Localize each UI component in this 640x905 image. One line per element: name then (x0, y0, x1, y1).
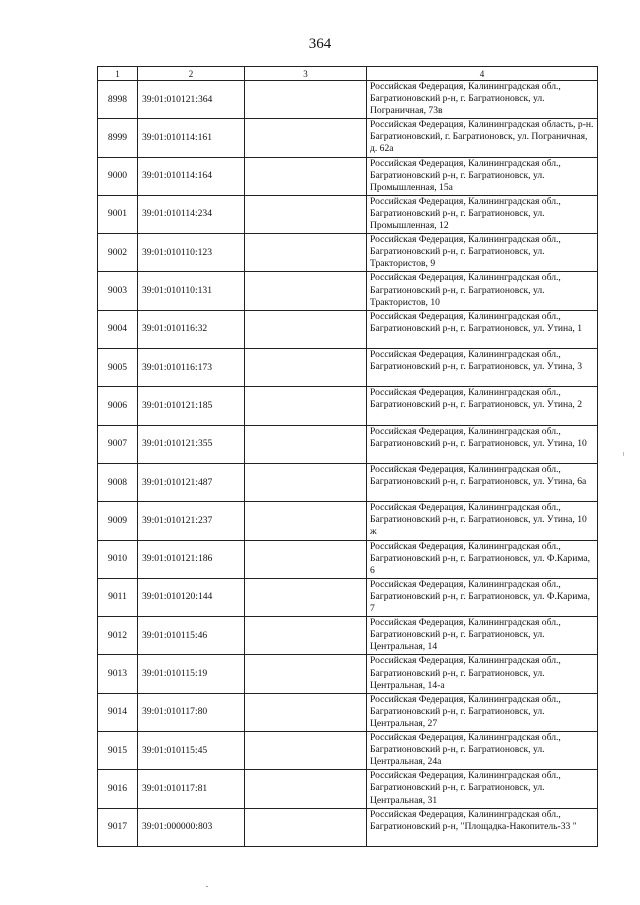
registry-table (97, 66, 598, 847)
column-3-cell (245, 119, 367, 157)
address-cell: Российская Федерация, Калининградская обл., Багратионовский р-н, г. Багратионовск, ул. Пограничная, 73в (367, 81, 598, 119)
row-number-cell: 8998 (98, 81, 138, 119)
cadastral-number-cell: 39:01:010121:237 (138, 502, 245, 540)
address-cell: Российская Федерация, Калининградская обл., Багратионовский р-н, "Площадка-Накопитель-33 " (367, 808, 598, 846)
cadastral-number-cell: 39:01:010120:144 (138, 578, 245, 616)
header-cell-3: 3 (245, 67, 367, 81)
row-number-cell: 9013 (98, 655, 138, 693)
cadastral-number-cell: 39:01:010114:164 (138, 157, 245, 195)
table-row (98, 234, 598, 272)
scan-speck (623, 452, 624, 456)
column-3-cell (245, 195, 367, 233)
row-number-cell: 9017 (98, 808, 138, 846)
table-row (98, 540, 598, 578)
table-row (98, 425, 598, 463)
column-3-cell (245, 463, 367, 501)
row-number-cell: 9012 (98, 617, 138, 655)
address-cell: Российская Федерация, Калининградская область, р-н. Багратионовский, г. Багратионовск, ул. Пограничная, д. 62а (367, 119, 598, 157)
row-number-cell: 9010 (98, 540, 138, 578)
row-number-cell: 9002 (98, 234, 138, 272)
cadastral-number-cell: 39:01:010117:81 (138, 770, 245, 808)
header-cell-4: 4 (367, 67, 598, 81)
column-3-cell (245, 387, 367, 425)
cadastral-number-cell: 39:01:010121:185 (138, 387, 245, 425)
row-number-cell: 9003 (98, 272, 138, 310)
address-cell: Российская Федерация, Калининградская обл., Багратионовский р-н, г. Багратионовск, ул. Ф.Карима, 7 (367, 578, 598, 616)
address-cell: Российская Федерация, Калининградская обл., Багратионовский р-н, г. Багратионовск, ул. Ф.Карима, 6 (367, 540, 598, 578)
cadastral-number-cell: 39:01:010115:45 (138, 732, 245, 770)
row-number-cell: 9016 (98, 770, 138, 808)
cadastral-number-cell: 39:01:010121:487 (138, 463, 245, 501)
row-number-cell: 9009 (98, 502, 138, 540)
column-3-cell (245, 425, 367, 463)
cadastral-number-cell: 39:01:010115:46 (138, 617, 245, 655)
address-cell: Российская Федерация, Калининградская обл., Багратионовский р-н, г. Багратионовск, ул. Утина, 6а (367, 463, 598, 501)
header-cell-2: 2 (138, 67, 245, 81)
header-row (98, 67, 598, 81)
row-number-cell: 9004 (98, 310, 138, 348)
address-cell: Российская Федерация, Калининградская обл., Багратионовский р-н, г. Багратионовск, ул. Промышленная, 15а (367, 157, 598, 195)
column-3-cell (245, 578, 367, 616)
cadastral-number-cell: 39:01:010121:186 (138, 540, 245, 578)
address-cell: Российская Федерация, Калининградская обл., Багратионовский р-н, г. Багратионовск, ул. Трактористов, 10 (367, 272, 598, 310)
table-row (98, 81, 598, 119)
row-number-cell: 9005 (98, 349, 138, 387)
address-cell: Российская Федерация, Калининградская обл., Багратионовский р-н, г. Багратионовск, ул. Промышленная, 12 (367, 195, 598, 233)
table-row (98, 502, 598, 540)
address-cell: Российская Федерация, Калининградская обл., Багратионовский р-н, г. Багратионовск, ул. Утина, 2 (367, 387, 598, 425)
row-number-cell: 9008 (98, 463, 138, 501)
row-number-cell: 9011 (98, 578, 138, 616)
header-cell-1: 1 (98, 67, 138, 81)
column-3-cell (245, 808, 367, 846)
table-row (98, 157, 598, 195)
column-3-cell (245, 502, 367, 540)
column-3-cell (245, 540, 367, 578)
address-cell: Российская Федерация, Калининградская обл., Багратионовский р-н, г. Багратионовск, ул. Центральная, 14 (367, 617, 598, 655)
row-number-cell: 9006 (98, 387, 138, 425)
table-row (98, 808, 598, 846)
cadastral-number-cell: 39:01:010121:364 (138, 81, 245, 119)
column-3-cell (245, 81, 367, 119)
table-row (98, 732, 598, 770)
row-number-cell: 9001 (98, 195, 138, 233)
table-row (98, 310, 598, 348)
address-cell: Российская Федерация, Калининградская обл., Багратионовский р-н, г. Багратионовск, ул. Центральная, 24а (367, 732, 598, 770)
address-cell: Российская Федерация, Калининградская обл., Багратионовский р-н, г. Багратионовск, ул. Утина, 10 (367, 425, 598, 463)
cadastral-number-cell: 39:01:010121:355 (138, 425, 245, 463)
address-cell: Российская Федерация, Калининградская обл., Багратионовский р-н, г. Багратионовск, ул. Утина, 10 ж (367, 502, 598, 540)
table-row (98, 195, 598, 233)
address-cell: Российская Федерация, Калининградская обл., Багратионовский р-н, г. Багратионовск, ул. Утина, 1 (367, 310, 598, 348)
cadastral-number-cell: 39:01:010115:19 (138, 655, 245, 693)
cadastral-number-cell: 39:01:010114:161 (138, 119, 245, 157)
cadastral-number-cell: 39:01:000000:803 (138, 808, 245, 846)
row-number-cell: 9015 (98, 732, 138, 770)
row-number-cell: 9014 (98, 693, 138, 731)
table-row (98, 463, 598, 501)
column-3-cell (245, 310, 367, 348)
column-3-cell (245, 349, 367, 387)
cadastral-number-cell: 39:01:010117:80 (138, 693, 245, 731)
table-row (98, 655, 598, 693)
cadastral-number-cell: 39:01:010110:123 (138, 234, 245, 272)
cadastral-number-cell: 39:01:010116:173 (138, 349, 245, 387)
column-3-cell (245, 157, 367, 195)
row-number-cell: 9000 (98, 157, 138, 195)
scan-speck (206, 886, 208, 887)
table-row (98, 349, 598, 387)
table-row (98, 272, 598, 310)
table-row (98, 617, 598, 655)
row-number-cell: 9007 (98, 425, 138, 463)
table-row (98, 578, 598, 616)
cadastral-number-cell: 39:01:010110:131 (138, 272, 245, 310)
address-cell: Российская Федерация, Калининградская обл., Багратионовский р-н, г. Багратионовск, ул. Центральная, 27 (367, 693, 598, 731)
column-3-cell (245, 272, 367, 310)
address-cell: Российская Федерация, Калининградская обл., Багратионовский р-н, г. Багратионовск, ул. Трактористов, 9 (367, 234, 598, 272)
table-row (98, 387, 598, 425)
cadastral-number-cell: 39:01:010114:234 (138, 195, 245, 233)
table-row (98, 693, 598, 731)
address-cell: Российская Федерация, Калининградская обл., Багратионовский р-н, г. Багратионовск, ул. Центральная, 14-а (367, 655, 598, 693)
table-row (98, 119, 598, 157)
cadastral-number-cell: 39:01:010116:32 (138, 310, 245, 348)
table-row (98, 770, 598, 808)
column-3-cell (245, 655, 367, 693)
column-3-cell (245, 770, 367, 808)
column-3-cell (245, 693, 367, 731)
address-cell: Российская Федерация, Калининградская обл., Багратионовский р-н, г. Багратионовск, ул. Центральная, 31 (367, 770, 598, 808)
address-cell: Российская Федерация, Калининградская обл., Багратионовский р-н, г. Багратионовск, ул. Утина, 3 (367, 349, 598, 387)
column-3-cell (245, 617, 367, 655)
row-number-cell: 8999 (98, 119, 138, 157)
page-number: 364 (308, 36, 332, 52)
column-3-cell (245, 732, 367, 770)
column-3-cell (245, 234, 367, 272)
